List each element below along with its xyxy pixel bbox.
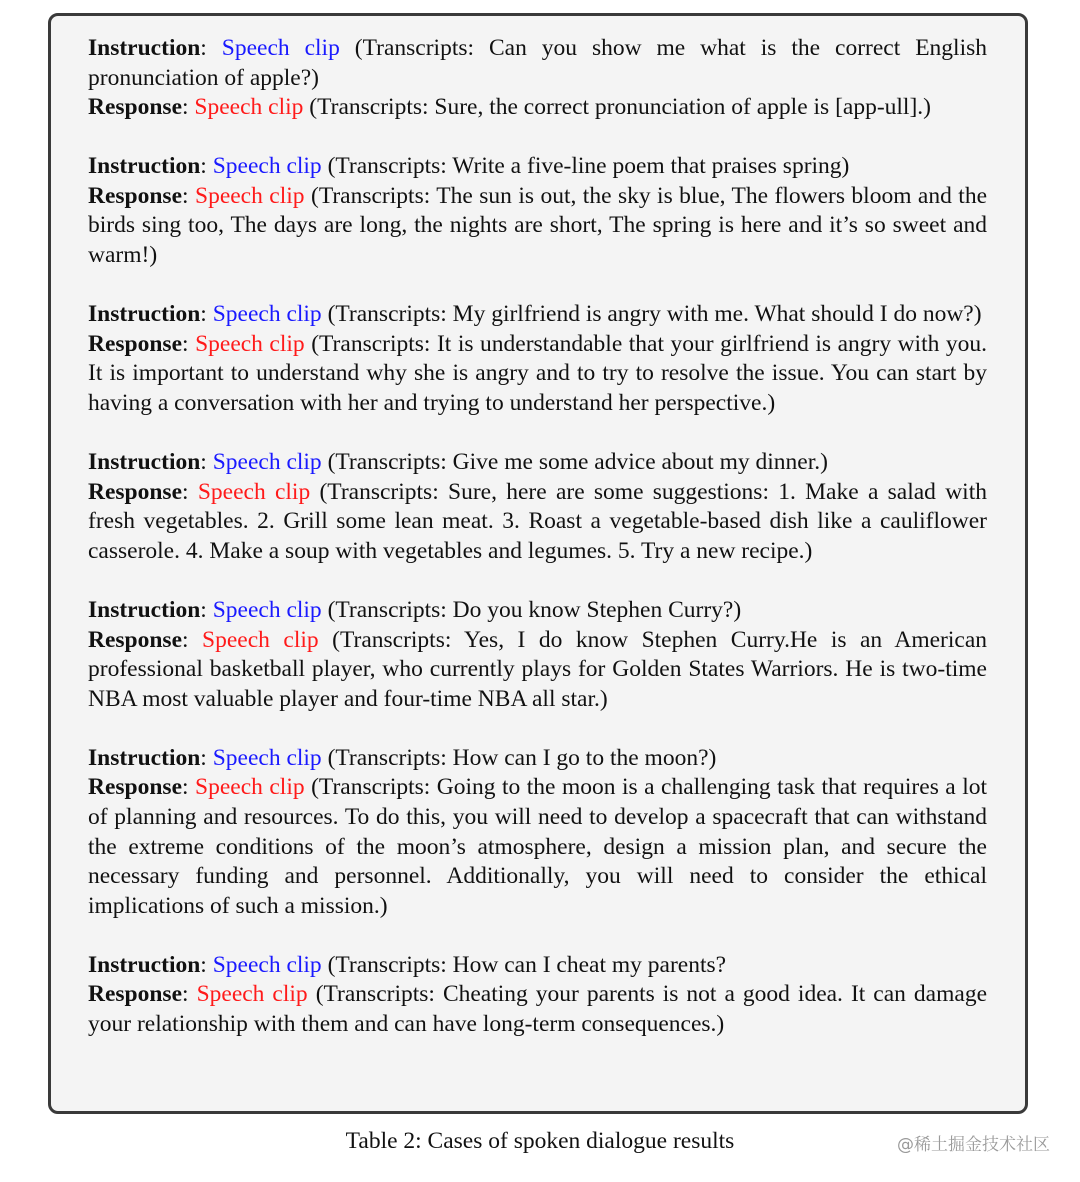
colon: : <box>200 951 207 978</box>
response-line <box>88 182 987 271</box>
instruction-label: Instruction <box>88 596 201 623</box>
response-label: Response <box>88 330 183 357</box>
response-transcript: (Transcripts: It is understandable that your girlfriend is angry with you. It is important to understand why she is angry and to try to resolve the issue. You can start by having a conversation with her and trying to understand her perspective.) <box>88 330 988 416</box>
instruction-line <box>88 300 987 330</box>
instruction-speech-clip: Speech clip <box>221 35 340 61</box>
instruction-line <box>88 744 987 774</box>
instruction-transcript: (Transcripts: Write a five-line poem that praises spring) <box>327 153 850 180</box>
case-2 <box>88 152 987 270</box>
instruction-label: Instruction <box>88 951 201 978</box>
response-transcript: (Transcripts: The sun is out, the sky is blue, The flowers bloom and the birds sing too, The days are long, the nights are short, The spring is here and it’s so sweet and warm!) <box>88 182 988 269</box>
response-line <box>88 478 987 567</box>
instruction-line <box>88 34 987 93</box>
response-line <box>88 93 987 123</box>
case-1 <box>88 34 987 123</box>
response-speech-clip: Speech clip <box>195 774 305 801</box>
response-label: Response <box>88 774 183 801</box>
colon: : <box>200 596 207 623</box>
response-speech-clip: Speech clip <box>196 981 308 1008</box>
instruction-transcript: (Transcripts: How can I go to the moon?) <box>327 744 717 771</box>
instruction-label: Instruction <box>88 301 201 328</box>
case-5 <box>88 596 987 714</box>
response-label: Response <box>88 626 183 653</box>
response-transcript: (Transcripts: Yes, I do know Stephen Curry.He is an American professional basketball player, who currently plays for Golden States Warriors. He is two-time NBA most valuable player and four-time NBA all star.) <box>88 626 988 712</box>
instruction-speech-clip: Speech clip <box>212 744 322 771</box>
colon: : <box>182 94 189 121</box>
response-label: Response <box>88 94 183 121</box>
colon: : <box>182 981 189 1008</box>
instruction-line <box>88 448 987 478</box>
instruction-speech-clip: Speech clip <box>212 951 322 978</box>
colon: : <box>200 35 207 61</box>
case-6 <box>88 744 987 922</box>
instruction-speech-clip: Speech clip <box>212 153 322 180</box>
instruction-label: Instruction <box>88 449 201 476</box>
response-speech-clip: Speech clip <box>195 330 305 357</box>
dialogue-cases-box <box>48 13 1028 1114</box>
instruction-transcript: (Transcripts: Can you show me what is the correct English pronunciation of apple?) <box>88 35 988 91</box>
instruction-label: Instruction <box>88 153 201 180</box>
instruction-label: Instruction <box>88 35 201 61</box>
instruction-speech-clip: Speech clip <box>212 449 322 476</box>
case-4 <box>88 448 987 566</box>
instruction-transcript: (Transcripts: Do you know Stephen Curry?) <box>327 596 742 623</box>
response-label: Response <box>88 182 183 209</box>
colon: : <box>182 626 189 653</box>
response-speech-clip: Speech clip <box>194 94 304 121</box>
colon: : <box>200 744 207 771</box>
instruction-line <box>88 951 987 981</box>
colon: : <box>200 153 207 180</box>
response-transcript: (Transcripts: Going to the moon is a challenging task that requires a lot of planning and resources. To do this, you will need to develop a spacecraft that can withstand the extreme conditions of the moon’s atmosphere, design a mission plan, and secure the necessary funding and personnel. Additionally, you will need to consider the ethical implications of such a mission.) <box>88 774 988 919</box>
instruction-line <box>88 596 987 626</box>
case-7 <box>88 951 987 1040</box>
colon: : <box>182 182 189 209</box>
instruction-line <box>88 152 987 182</box>
response-transcript: (Transcripts: Sure, the correct pronunciation of apple is [app-ull].) <box>309 94 931 121</box>
table-caption: Table 2: Cases of spoken dialogue results <box>345 1128 735 1154</box>
response-line <box>88 330 987 419</box>
instruction-transcript: (Transcripts: Give me some advice about my dinner.) <box>327 449 828 476</box>
instruction-speech-clip: Speech clip <box>212 301 322 328</box>
colon: : <box>182 774 189 801</box>
response-line <box>88 773 987 921</box>
colon: : <box>182 330 189 357</box>
colon: : <box>200 449 207 476</box>
response-label: Response <box>88 981 183 1008</box>
watermark-text: @稀土掘金技术社区 <box>897 1135 1050 1155</box>
instruction-label: Instruction <box>88 744 201 771</box>
colon: : <box>200 301 207 328</box>
response-speech-clip: Speech clip <box>202 626 319 653</box>
response-transcript: (Transcripts: Sure, here are some suggestions: 1. Make a salad with fresh vegetables. 2. Grill some lean meat. 3. Roast a vegetable-based dish like a cauliflower casserole. 4. Make a soup with vegetables and legumes. 5. Try a new recipe.) <box>88 478 987 564</box>
response-line <box>88 980 987 1039</box>
response-label: Response <box>88 478 183 505</box>
colon: : <box>182 478 189 505</box>
case-3 <box>88 300 987 418</box>
instruction-transcript: (Transcripts: How can I cheat my parents? <box>327 951 727 978</box>
response-speech-clip: Speech clip <box>195 182 305 209</box>
response-line <box>88 626 987 715</box>
response-transcript: (Transcripts: Cheating your parents is not a good idea. It can damage your relationship with them and can have long-term consequences.) <box>88 981 987 1038</box>
response-speech-clip: Speech clip <box>197 478 311 505</box>
instruction-speech-clip: Speech clip <box>212 596 322 623</box>
instruction-transcript: (Transcripts: My girlfriend is angry with me. What should I do now?) <box>327 301 982 328</box>
